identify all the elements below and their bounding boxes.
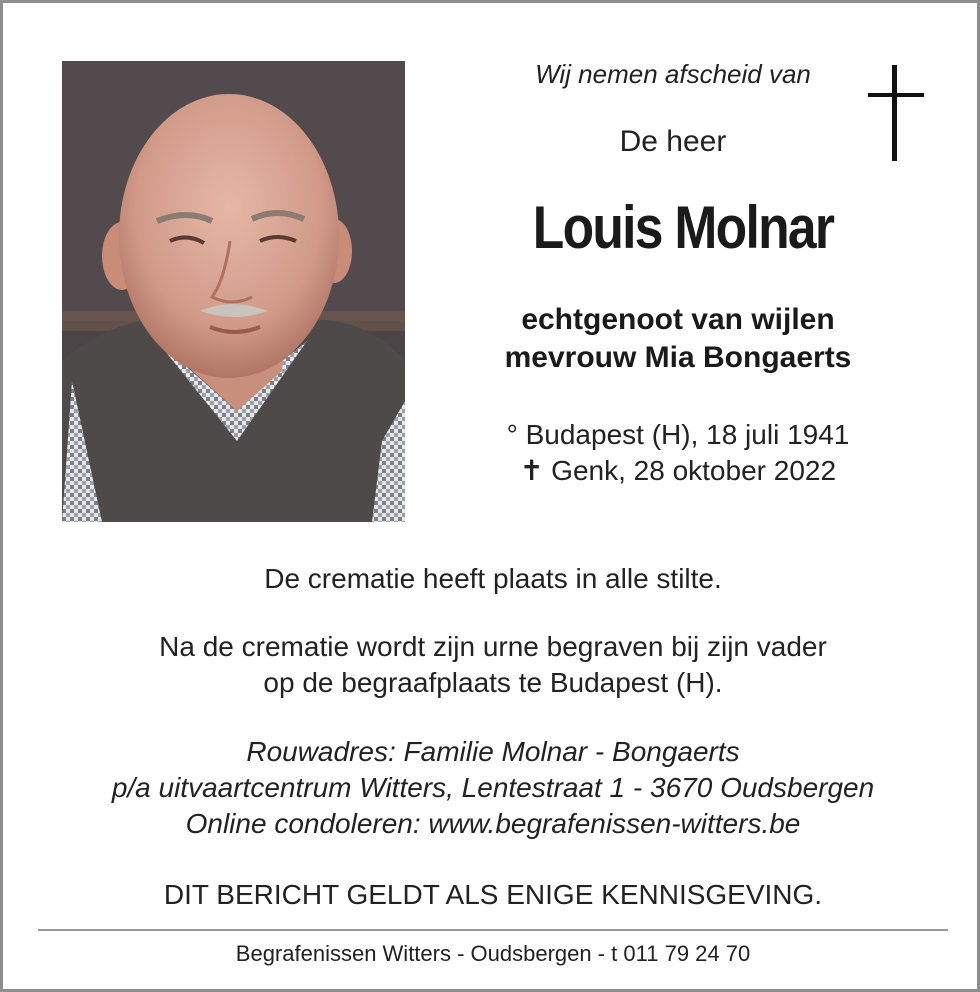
address-line: p/a uitvaartcentrum Witters, Lentestraat 1 - 3670 Oudsbergen (111, 772, 875, 803)
cremation-text: De crematie heeft plaats in alle stilte. (264, 563, 722, 594)
birth-date: ° Budapest (H), 18 juli 1941 (506, 419, 850, 450)
latin-cross-icon (866, 65, 926, 163)
address-line: Rouwadres: Familie Molnar - Bongaerts (246, 736, 740, 767)
urn-line: Na de crematie wordt zijn urne begraven bij zijn vader (159, 631, 827, 662)
divider (38, 929, 948, 931)
spouse-line: echtgenoot van wijlen (521, 303, 835, 336)
spouse-info (423, 301, 933, 377)
portrait-photo (62, 61, 405, 522)
intro-text: Wij nemen afscheid van (535, 59, 811, 89)
death-date: ✝ Genk, 28 oktober 2022 (519, 455, 837, 486)
urn-text (3, 629, 980, 701)
deceased-name: Louis Molnar (532, 194, 834, 261)
mourning-address (3, 734, 980, 842)
honorific: De heer (619, 125, 727, 158)
urn-line: op de begraafplaats te Budapest (H). (263, 667, 723, 698)
life-dates (423, 417, 933, 489)
spouse-name: mevrouw Mia Bongaerts (504, 341, 852, 374)
footer-text: Begrafenissen Witters - Oudsbergen - t 011 79 24 70 (235, 941, 751, 966)
condolence-link[interactable]: Online condoleren: www.begrafenissen-witters.be (185, 808, 801, 839)
official-notice: DIT BERICHT GELDT ALS ENIGE KENNISGEVING. (163, 879, 823, 910)
